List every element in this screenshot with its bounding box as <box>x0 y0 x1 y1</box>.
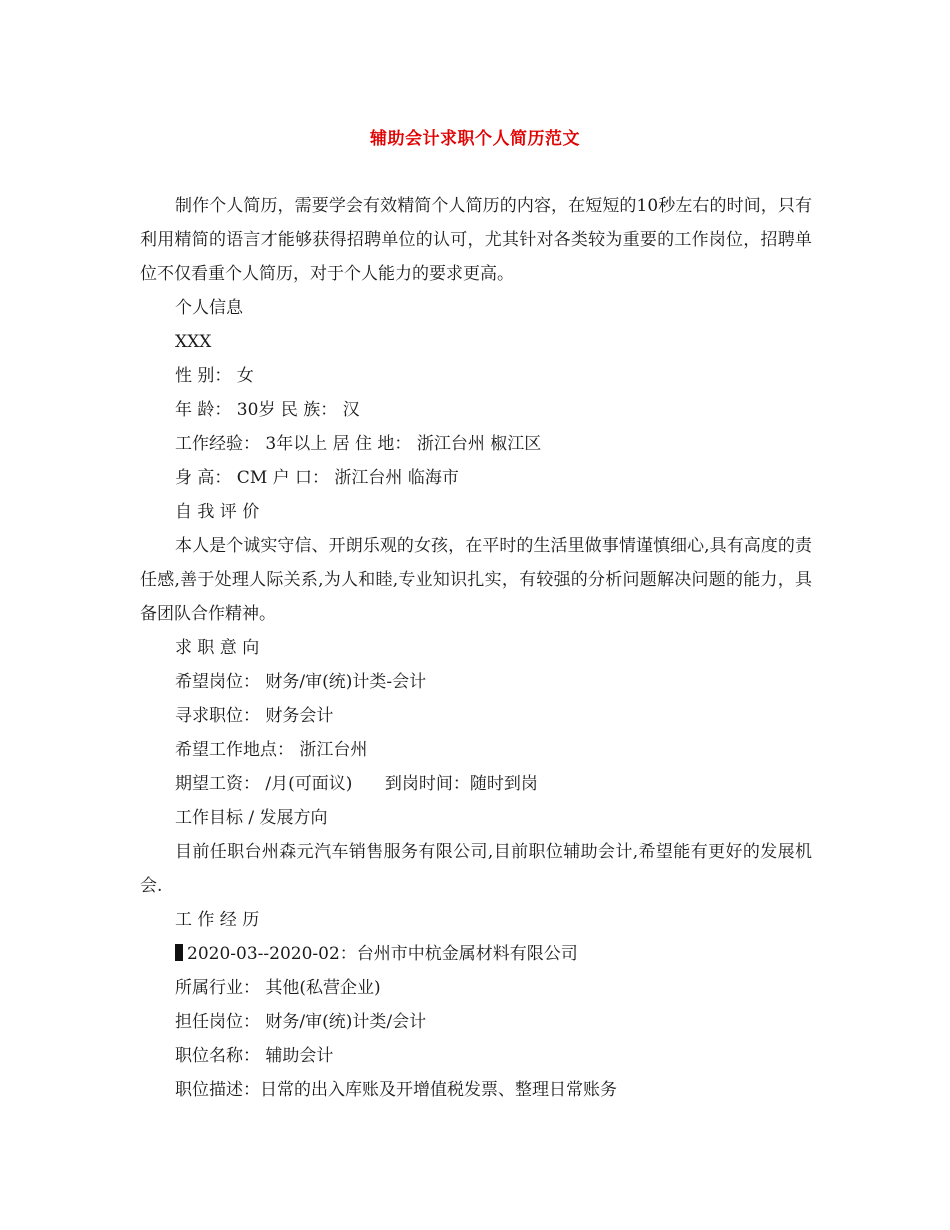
intent-desired-position: 希望岗位： 财务/审(统)计类-会计 <box>175 672 427 692</box>
goal-heading: 工作目标 / 发展方向 <box>175 808 328 828</box>
personal-height-hukou: 身 高： CM 户 口： 浙江台州 临海市 <box>175 468 459 488</box>
self-eval-paragraph: 本人是个诚实守信、开朗乐观的女孩，在平时的生活里做事情谨慎细心,具有高度的责任感,善于处理人际关系,为人和睦,专业知识扎实，有较强的分析问题解决问题的能力，具备团队合作精神。 <box>140 536 812 624</box>
document-title: 辅助会计求职个人简历范文 <box>370 129 580 149</box>
work-heading: 工 作 经 历 <box>175 910 260 930</box>
work-description: 职位描述：日常的出入库账及开增值税发票、整理日常账务 <box>175 1080 617 1100</box>
intent-seeking-position: 寻求职位： 财务会计 <box>175 706 334 726</box>
work-role: 担任岗位： 财务/审(统)计类/会计 <box>175 1012 427 1032</box>
personal-age-ethnicity: 年 龄： 30岁 民 族： 汉 <box>175 400 360 420</box>
self-eval-heading: 自 我 评 价 <box>175 502 260 522</box>
intent-salary-availability: 期望工资： /月(可面议) 到岗时间：随时到岗 <box>175 774 538 794</box>
intent-heading: 求 职 意 向 <box>175 638 260 658</box>
document-body <box>140 189 812 1107</box>
personal-experience-residence: 工作经验： 3年以上 居 住 地： 浙江台州 椒江区 <box>175 434 542 454</box>
work-entry-period: 2020-03--2020-02：台州市中杭金属材料有限公司 <box>187 944 578 964</box>
work-industry: 所属行业： 其他(私营企业) <box>175 978 381 998</box>
personal-name: XXX <box>175 332 212 352</box>
intro-paragraph: 制作个人简历，需要学会有效精简个人简历的内容，在短短的10秒左右的时间，只有利用精简的语言才能够获得招聘单位的认可，尤其针对各类较为重要的工作岗位，招聘单位不仅看重个人简历，对于个人能力的要求更高。 <box>140 196 812 284</box>
personal-gender: 性 别： 女 <box>175 366 254 386</box>
work-job-title: 职位名称： 辅助会计 <box>175 1046 334 1066</box>
work-entry-period-line <box>140 937 812 971</box>
goal-paragraph: 目前任职台州森元汽车销售服务有限公司,目前职位辅助会计,希望能有更好的发展机会. <box>140 842 812 896</box>
intent-desired-location: 希望工作地点： 浙江台州 <box>175 740 368 760</box>
personal-info-heading: 个人信息 <box>175 298 243 318</box>
black-block-icon <box>175 944 183 961</box>
